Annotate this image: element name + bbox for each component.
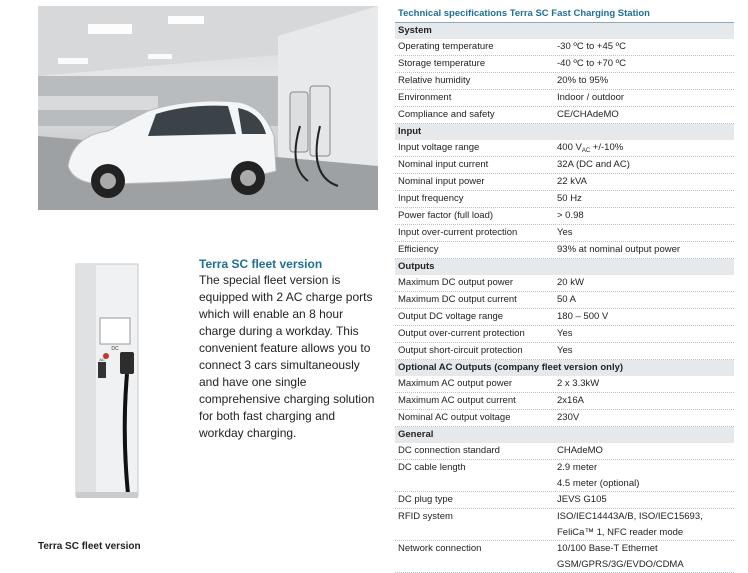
spec-value: ISO/IEC14443A/B, ISO/IEC15693, FeliCa™ 1, NFC reader mode: [557, 511, 703, 538]
spec-key: Compliance and safety: [398, 109, 495, 120]
spec-key: Output short-circuit protection: [398, 345, 523, 356]
spec-value-suffix: +/-10%: [590, 142, 624, 153]
spec-key: DC plug type: [398, 494, 453, 505]
spec-value: 50 A: [557, 294, 577, 305]
spec-value: 50 Hz: [557, 193, 582, 204]
spec-row: [395, 242, 734, 259]
spec-value: 230V: [557, 412, 580, 423]
spec-key: Output DC voltage range: [398, 311, 504, 322]
spec-key: Nominal input power: [398, 176, 485, 187]
spec-table: [395, 6, 734, 573]
spec-value: 32A (DC and AC): [557, 159, 630, 170]
spec-value: 20 kW: [557, 277, 584, 288]
spec-row: [395, 107, 734, 124]
spec-row: [395, 225, 734, 242]
spec-key: Power factor (full load): [398, 210, 494, 221]
spec-section-header: Input: [395, 124, 734, 140]
spec-row: [395, 90, 734, 107]
spec-row: [395, 292, 734, 309]
spec-value: 10/100 Base-T Ethernet GSM/GPRS/3G/EVDO/CDMA: [557, 543, 684, 570]
spec-key: Efficiency: [398, 244, 439, 255]
spec-section-header: Optional AC Outputs (company fleet version only): [395, 360, 734, 376]
spec-value-main: 400 V: [557, 142, 582, 153]
spec-row: [395, 174, 734, 191]
spec-key: Input over-current protection: [398, 227, 518, 238]
spec-row: [395, 492, 734, 509]
spec-key: Input voltage range: [398, 142, 480, 153]
spec-value: Yes: [557, 345, 573, 356]
spec-row: [395, 56, 734, 73]
spec-key: Environment: [398, 92, 452, 103]
spec-value: CE/CHAdeMO: [557, 109, 619, 120]
spec-row: [395, 376, 734, 393]
spec-row: [395, 275, 734, 292]
spec-section-header: General: [395, 427, 734, 443]
station-ac-label: AC: [99, 357, 105, 362]
spec-key: Nominal AC output voltage: [398, 412, 511, 423]
spec-value: -40 ºC to +70 ºC: [557, 58, 626, 69]
spec-section-header: Outputs: [395, 259, 734, 275]
station-dc-label: DC: [111, 346, 119, 352]
spec-row: [395, 157, 734, 174]
spec-key: Storage temperature: [398, 58, 486, 69]
spec-key: Maximum DC output power: [398, 277, 514, 288]
spec-row: [395, 393, 734, 410]
spec-value: 2x16A: [557, 395, 584, 406]
spec-key: Maximum AC output current: [398, 395, 516, 406]
spec-section-header: System: [395, 23, 734, 39]
spec-key: Nominal input current: [398, 159, 489, 170]
spec-row: [395, 343, 734, 360]
spec-key: Output over-current protection: [398, 328, 525, 339]
spec-row: [395, 509, 734, 541]
spec-value: Yes: [557, 227, 573, 238]
image-caption: Terra SC fleet version: [38, 541, 141, 552]
spec-value: Yes: [557, 328, 573, 339]
garage-illustration: [38, 6, 378, 210]
spec-row: [395, 410, 734, 427]
spec-row: [395, 541, 734, 573]
spec-row: [395, 140, 734, 157]
spec-row: [395, 309, 734, 326]
spec-value: 22 kVA: [557, 176, 587, 187]
spec-row: [395, 39, 734, 56]
spec-value: 2.9 meter 4.5 meter (optional): [557, 462, 640, 489]
spec-value: -30 ºC to +45 ºC: [557, 41, 626, 52]
spec-value: 2 x 3.3kW: [557, 378, 600, 389]
spec-key: DC connection standard: [398, 445, 500, 456]
spec-row: [395, 443, 734, 460]
spec-key: Network connection: [398, 543, 482, 554]
station-illustration: [70, 262, 174, 502]
spec-key: Operating temperature: [398, 41, 494, 52]
spec-table-body: [395, 23, 734, 573]
spec-row: [395, 208, 734, 225]
spec-value: 180 – 500 V: [557, 311, 609, 322]
spec-value: Indoor / outdoor: [557, 92, 625, 103]
fleet-description: The special fleet version is equipped with 2 AC charge ports which will enable an 8 hour charge during a workday. This convenient feature allows you to connect 3 cars simultaneously and have one single comprehensive charging solution for both fast charging and workday charging.: [199, 273, 375, 440]
spec-value: [554, 140, 734, 156]
spec-row: [395, 73, 734, 90]
spec-key: Relative humidity: [398, 75, 471, 86]
spec-value: 93% at nominal output power: [557, 244, 681, 255]
spec-value: > 0.98: [557, 210, 584, 221]
spec-key: Maximum AC output power: [398, 378, 513, 389]
spec-key: RFID system: [398, 511, 453, 522]
fleet-title: Terra SC fleet version: [199, 257, 323, 271]
spec-value: CHAdeMO: [557, 445, 603, 456]
spec-key: DC cable length: [398, 462, 466, 473]
garage-photo: [38, 6, 378, 210]
spec-value: JEVS G105: [557, 494, 607, 505]
spec-key: Input frequency: [398, 193, 464, 204]
spec-table-title: Technical specifications Terra SC Fast Charging Station: [395, 6, 734, 23]
spec-value-subscript: AC: [581, 148, 591, 154]
spec-row: [395, 326, 734, 343]
spec-row: [395, 191, 734, 208]
spec-key: Maximum DC output current: [398, 294, 517, 305]
spec-row: [395, 460, 734, 492]
charging-station-photo: [70, 262, 174, 502]
spec-value: 20% to 95%: [557, 75, 609, 86]
